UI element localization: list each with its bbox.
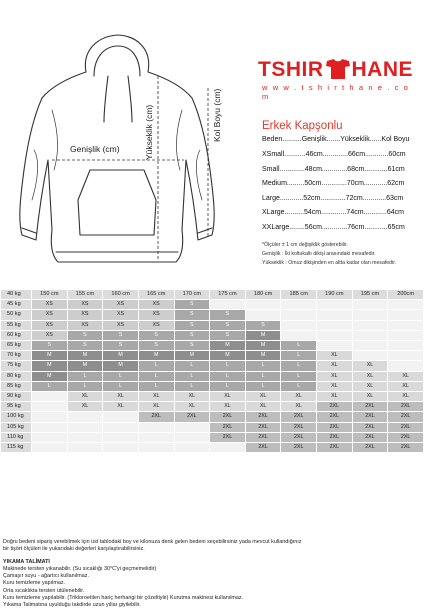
size-cell: L xyxy=(210,382,245,391)
size-cell: M xyxy=(246,341,281,350)
size-chart-row xyxy=(1,423,423,432)
size-cell: M xyxy=(68,361,103,370)
size-spec-panel xyxy=(262,120,422,266)
size-cell: 2XL xyxy=(353,412,388,421)
size-cell: 2XL xyxy=(353,443,388,452)
size-chart-row xyxy=(1,331,423,340)
spec-header: Beden..........Genişlik.......Yükseklik......Kol Boyu xyxy=(262,136,410,143)
size-cell xyxy=(317,300,352,309)
size-cell: XS xyxy=(139,300,174,309)
size-cell: XL xyxy=(175,402,210,411)
size-cell: 2XL xyxy=(246,443,281,452)
footer-section xyxy=(3,539,423,610)
size-cell xyxy=(103,433,138,442)
size-chart-row xyxy=(1,361,423,370)
size-cell: XL xyxy=(317,351,352,360)
size-cell: L xyxy=(281,382,316,391)
size-cell: L xyxy=(246,382,281,391)
size-cell xyxy=(175,433,210,442)
size-cell xyxy=(388,331,423,340)
size-cell: 2XL xyxy=(246,433,281,442)
size-cell: XS xyxy=(103,321,138,330)
size-chart-table xyxy=(0,289,424,453)
size-cell: XL xyxy=(246,392,281,401)
height-header-cell: 165 cm xyxy=(139,290,174,299)
size-cell xyxy=(32,423,67,432)
size-cell xyxy=(281,331,316,340)
size-cell: 2XL xyxy=(175,412,210,421)
size-cell xyxy=(103,423,138,432)
size-cell: 2XL xyxy=(317,433,352,442)
size-cell: M xyxy=(139,351,174,360)
spec-note-width: Genişlik : İki koltukaltı dikişi arasındaki mesafedir. xyxy=(262,250,376,257)
size-cell: 2XL xyxy=(210,412,245,421)
size-cell: S xyxy=(103,341,138,350)
size-cell: 2XL xyxy=(281,433,316,442)
size-cell: L xyxy=(139,372,174,381)
brand-website: w w w . t s h i r t h a n e . c o m xyxy=(262,83,410,101)
size-cell: 2XL xyxy=(139,412,174,421)
size-cell: XL xyxy=(317,361,352,370)
size-cell: 2XL xyxy=(353,423,388,432)
size-cell xyxy=(210,443,245,452)
size-chart-row xyxy=(1,351,423,360)
size-cell: XL xyxy=(353,392,388,401)
size-cell xyxy=(103,443,138,452)
size-cell xyxy=(68,433,103,442)
size-chart-row xyxy=(1,382,423,391)
hoodie-diagram xyxy=(8,30,226,270)
size-cell: XS xyxy=(32,300,67,309)
size-cell: 2XL xyxy=(246,423,281,432)
sleeve-label: Kol Boyu (cm) xyxy=(212,88,222,142)
size-cell: S xyxy=(175,341,210,350)
weight-cell: 100 kg xyxy=(1,412,31,421)
size-cell: L xyxy=(139,361,174,370)
weight-cell: 80 kg xyxy=(1,372,31,381)
size-cell: XS xyxy=(139,321,174,330)
spec-row: XLarge..........54cm.............74cm............64cm xyxy=(262,209,404,217)
size-cell: XS xyxy=(32,331,67,340)
size-cell xyxy=(32,392,67,401)
size-cell xyxy=(32,402,67,411)
body-outline xyxy=(20,72,214,262)
size-cell: L xyxy=(32,382,67,391)
weight-header-cell: 40 kg xyxy=(1,290,31,299)
size-cell: XL xyxy=(68,392,103,401)
spec-row: Medium.........50cm.............70cm............62cm xyxy=(262,180,405,188)
size-cell: XL xyxy=(139,392,174,401)
size-cell: 2XL xyxy=(317,402,352,411)
weight-cell: 55 kg xyxy=(1,321,31,330)
size-cell xyxy=(353,341,388,350)
brand-name-right: HANE xyxy=(351,58,414,81)
footer-line-1: Doğru bedeni sipariş verebilmek için üst tablodaki boy ve kilonuza denk gelen bedeni seçebilirsiniz yada mevcut kullandığınız xyxy=(3,539,302,545)
size-cell xyxy=(388,341,423,350)
size-cell xyxy=(32,412,67,421)
size-cell: S xyxy=(210,310,245,319)
size-cell: XL xyxy=(353,361,388,370)
size-cell xyxy=(317,310,352,319)
size-cell: L xyxy=(210,361,245,370)
size-cell: 2XL xyxy=(388,402,423,411)
size-chart-row xyxy=(1,402,423,411)
size-cell xyxy=(103,412,138,421)
weight-cell: 90 kg xyxy=(1,392,31,401)
size-cell xyxy=(68,443,103,452)
size-cell: XL xyxy=(210,402,245,411)
size-cell: S xyxy=(175,300,210,309)
wash-item: Yıkama Talimatına uyulduğu takdirde uzun yıllar giyilebilir. xyxy=(3,602,141,609)
size-cell: S xyxy=(103,331,138,340)
height-header-cell: 195 cm xyxy=(353,290,388,299)
size-cell: M xyxy=(246,331,281,340)
size-cell: 2XL xyxy=(317,423,352,432)
wash-item: Kuru temizleme yapılabilir. (Trikloroetilen hariç herhangi bir çözeltiyle) Kurutma makinesi kullanılmaz. xyxy=(3,595,244,602)
size-cell: M xyxy=(32,351,67,360)
size-cell: 2XL xyxy=(246,412,281,421)
size-cell: S xyxy=(175,331,210,340)
weight-cell: 75 kg xyxy=(1,361,31,370)
size-cell: 2XL xyxy=(281,423,316,432)
size-cell: L xyxy=(281,341,316,350)
size-cell: 2XL xyxy=(388,412,423,421)
size-cell: M xyxy=(103,351,138,360)
size-cell: XL xyxy=(139,402,174,411)
size-cell xyxy=(246,310,281,319)
size-chart-row xyxy=(1,372,423,381)
size-cell xyxy=(281,321,316,330)
size-cell: XL xyxy=(103,392,138,401)
size-cell: XL xyxy=(281,392,316,401)
size-chart xyxy=(0,289,424,453)
wash-title: YIKAMA TALİMATI xyxy=(3,558,50,565)
size-cell xyxy=(68,412,103,421)
size-cell: S xyxy=(175,310,210,319)
size-cell xyxy=(139,443,174,452)
size-cell: XL xyxy=(246,402,281,411)
size-cell: M xyxy=(210,351,245,360)
weight-cell: 70 kg xyxy=(1,351,31,360)
size-cell: M xyxy=(175,351,210,360)
size-cell: M xyxy=(32,372,67,381)
size-cell: XL xyxy=(281,402,316,411)
size-cell: XL xyxy=(353,372,388,381)
size-cell: M xyxy=(246,351,281,360)
spec-row: Large............52cm.............72cm............63cm xyxy=(262,194,404,202)
height-header-cell: 150 cm xyxy=(32,290,67,299)
size-cell xyxy=(388,361,423,370)
size-cell: M xyxy=(68,351,103,360)
spec-row: Small.............48cm.............68cm............61cm xyxy=(262,165,405,173)
size-chart-row xyxy=(1,300,423,309)
spec-row: XXLarge........56cm.............76cm............65cm xyxy=(262,223,405,231)
size-cell: L xyxy=(103,382,138,391)
size-cell: 2XL xyxy=(210,433,245,442)
size-cell xyxy=(281,300,316,309)
size-cell xyxy=(353,331,388,340)
size-cell: L xyxy=(246,372,281,381)
size-chart-row xyxy=(1,433,423,442)
size-cell: XS xyxy=(68,310,103,319)
wash-item: Çamaşır suyu - ağartıcı kullanılmaz. xyxy=(3,573,89,580)
size-chart-row xyxy=(1,392,423,401)
size-cell: M xyxy=(103,361,138,370)
size-cell xyxy=(175,443,210,452)
size-cell: XS xyxy=(68,321,103,330)
size-cell: 2XL xyxy=(281,443,316,452)
brand-name-left: TSHIR xyxy=(258,58,324,81)
size-cell: L xyxy=(139,382,174,391)
size-cell: L xyxy=(281,372,316,381)
size-cell xyxy=(353,300,388,309)
size-cell xyxy=(353,310,388,319)
size-cell: XS xyxy=(103,300,138,309)
size-cell xyxy=(353,351,388,360)
wash-item: Makinede tersten yıkanabilir. (Su sıcaklığı 30°C'yi geçmemelidir) xyxy=(3,565,157,572)
size-cell: S xyxy=(246,321,281,330)
size-cell: XS xyxy=(32,321,67,330)
size-chart-row xyxy=(1,341,423,350)
height-header-cell: 175 cm xyxy=(210,290,245,299)
size-cell xyxy=(210,300,245,309)
size-cell xyxy=(388,351,423,360)
size-cell xyxy=(139,423,174,432)
spec-title: Erkek Kapşonlu xyxy=(262,120,343,132)
size-chart-row xyxy=(1,412,423,421)
size-cell: L xyxy=(68,382,103,391)
size-cell: 2XL xyxy=(388,423,423,432)
pocket-outline xyxy=(78,170,156,235)
size-cell: XL xyxy=(353,382,388,391)
size-cell xyxy=(388,321,423,330)
size-cell: XL xyxy=(210,392,245,401)
size-chart-header-row xyxy=(1,290,423,299)
size-chart-row xyxy=(1,310,423,319)
size-cell: XL xyxy=(68,402,103,411)
size-cell: XL xyxy=(175,392,210,401)
size-cell: L xyxy=(175,361,210,370)
height-header-cell: 160 cm xyxy=(103,290,138,299)
size-cell: S xyxy=(210,321,245,330)
size-cell: XL xyxy=(317,392,352,401)
weight-cell: 105 kg xyxy=(1,423,31,432)
size-cell: M xyxy=(32,361,67,370)
size-cell xyxy=(388,310,423,319)
size-cell xyxy=(246,300,281,309)
height-label: Yükseklik (cm) xyxy=(144,104,154,160)
size-cell xyxy=(175,423,210,432)
size-cell xyxy=(32,433,67,442)
weight-cell: 110 kg xyxy=(1,433,31,442)
size-cell: XS xyxy=(68,300,103,309)
size-cell: L xyxy=(175,382,210,391)
width-label: Genişlik (cm) xyxy=(70,144,120,154)
weight-cell: 95 kg xyxy=(1,402,31,411)
size-cell: 2XL xyxy=(317,443,352,452)
height-header-cell: 170 cm xyxy=(175,290,210,299)
weight-cell: 50 kg xyxy=(1,310,31,319)
spec-note-tolerance: *Ölçüler ± 1 cm değişiklik gösterebilir. xyxy=(262,241,348,248)
size-cell: XL xyxy=(388,392,423,401)
footer-line-2: bir tişört ölçüleri ile yukarıdaki değerleri karşılaştırabilirsiniz. xyxy=(3,546,145,553)
brand-logo xyxy=(258,58,418,108)
size-cell: S xyxy=(32,341,67,350)
size-cell: 2XL xyxy=(388,433,423,442)
size-cell: 2XL xyxy=(388,443,423,452)
size-cell xyxy=(139,433,174,442)
size-cell: 2XL xyxy=(210,423,245,432)
brand-name xyxy=(258,58,418,80)
size-cell: XL xyxy=(317,372,352,381)
height-header-cell: 200cm xyxy=(388,290,423,299)
size-cell: 2XL xyxy=(353,433,388,442)
size-cell: L xyxy=(175,372,210,381)
height-header-cell: 180 cm xyxy=(246,290,281,299)
size-cell: S xyxy=(68,331,103,340)
size-cell: XL xyxy=(317,382,352,391)
size-cell: XL xyxy=(388,372,423,381)
size-cell: S xyxy=(139,331,174,340)
weight-cell: 60 kg xyxy=(1,331,31,340)
size-cell xyxy=(68,423,103,432)
height-header-cell: 190 cm xyxy=(317,290,352,299)
size-cell: 2XL xyxy=(317,412,352,421)
size-cell xyxy=(317,321,352,330)
size-cell: L xyxy=(281,351,316,360)
size-cell: XS xyxy=(139,310,174,319)
weight-cell: 115 kg xyxy=(1,443,31,452)
size-cell: L xyxy=(103,372,138,381)
size-cell: S xyxy=(139,341,174,350)
size-cell: L xyxy=(68,372,103,381)
wash-item: Orta sıcaklıkta tersten ütülenebilir. xyxy=(3,587,85,594)
size-chart-row xyxy=(1,443,423,452)
size-cell: XL xyxy=(388,382,423,391)
size-cell xyxy=(32,443,67,452)
product-info-section xyxy=(0,0,424,285)
size-cell xyxy=(317,341,352,350)
wash-item: Kuru temizleme yapılmaz. xyxy=(3,580,66,587)
size-cell: S xyxy=(210,331,245,340)
size-cell: L xyxy=(281,361,316,370)
size-cell: L xyxy=(210,372,245,381)
size-cell: S xyxy=(68,341,103,350)
size-cell xyxy=(353,321,388,330)
size-cell: XS xyxy=(103,310,138,319)
height-header-cell: 155 cm xyxy=(68,290,103,299)
size-cell: XS xyxy=(32,310,67,319)
tshirt-icon xyxy=(325,58,351,80)
height-header-cell: 185 cm xyxy=(281,290,316,299)
weight-cell: 45 kg xyxy=(1,300,31,309)
weight-cell: 65 kg xyxy=(1,341,31,350)
spec-row: XSmall...........46cm.............66cm............60cm xyxy=(262,151,406,158)
size-cell: L xyxy=(246,361,281,370)
size-cell: 2XL xyxy=(353,402,388,411)
size-chart-row xyxy=(1,321,423,330)
size-cell: XL xyxy=(103,402,138,411)
size-cell: 2XL xyxy=(281,412,316,421)
size-cell: M xyxy=(210,341,245,350)
size-cell: S xyxy=(175,321,210,330)
weight-cell: 85 kg xyxy=(1,382,31,391)
spec-note-height: Yükseklik : Omuz dikişinden en altta kadar olan mesafedir. xyxy=(262,259,397,266)
size-cell xyxy=(281,310,316,319)
size-cell xyxy=(388,300,423,309)
size-cell xyxy=(317,331,352,340)
